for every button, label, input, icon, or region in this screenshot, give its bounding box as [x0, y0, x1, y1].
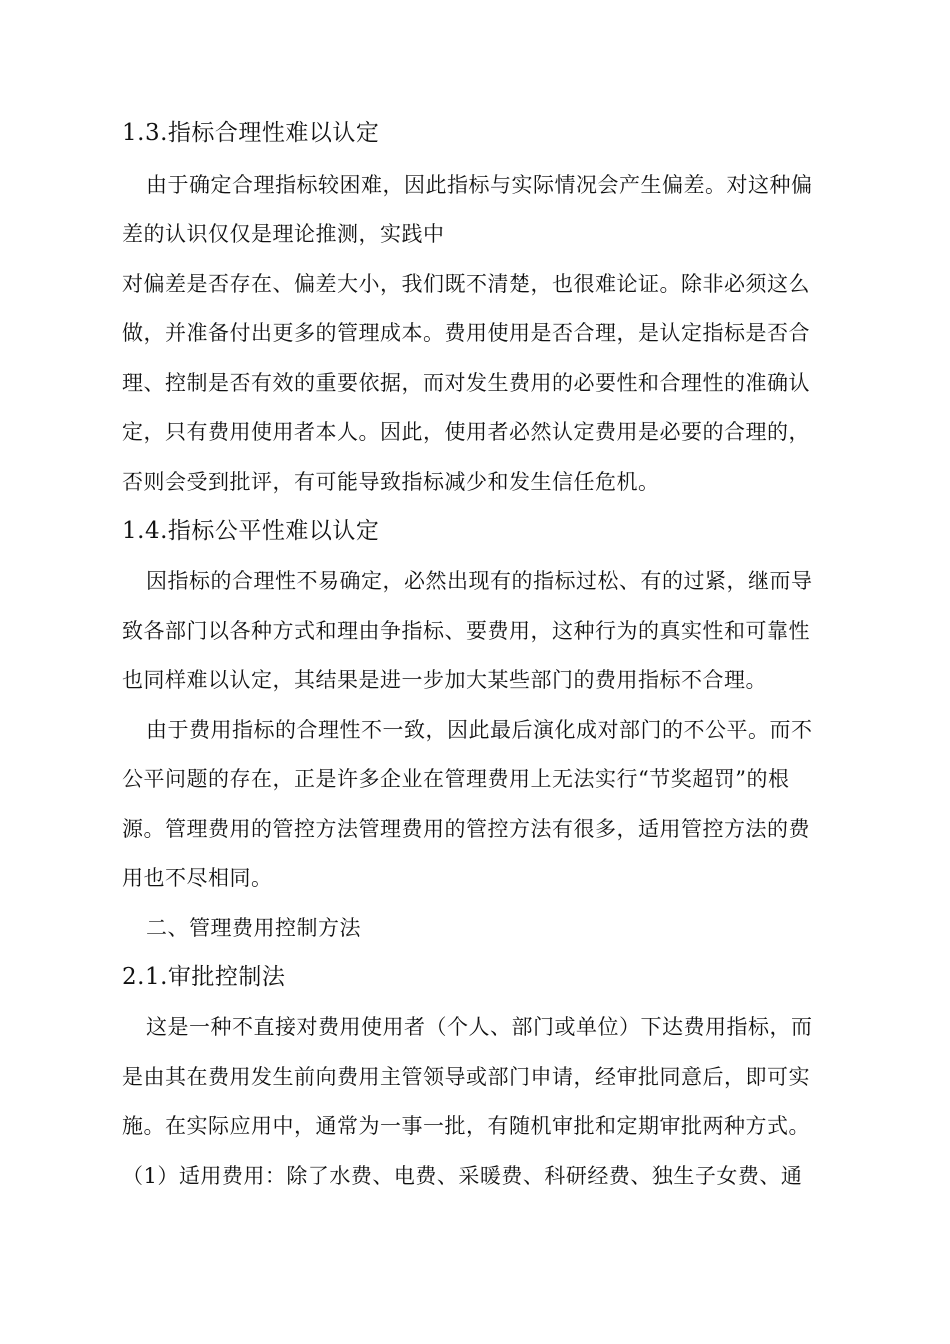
paragraph-line: 公平问题的存在，正是许多企业在管理费用上无法实行“节奖超罚”的根: [122, 767, 790, 791]
paragraph-line: 是由其在费用发生前向费用主管领导或部门申请，经审批同意后，即可实: [122, 1065, 810, 1089]
paragraph-line: （1）适用费用：除了水费、电费、采暖费、科研经费、独生子女费、通: [122, 1164, 803, 1188]
paragraph-line: 这是一种不直接对费用使用者（个人、部门或单位）下达费用指标，而: [146, 1015, 813, 1039]
paragraph-line: 因指标的合理性不易确定，必然出现有的指标过松、有的过紧，继而导: [146, 569, 813, 593]
paragraph-line: 定，只有费用使用者本人。因此，使用者必然认定费用是必要的合理的，: [122, 420, 810, 444]
paragraph-line: 理、控制是否有效的重要依据，而对发生费用的必要性和合理性的准确认: [122, 371, 810, 395]
paragraph-line: 致各部门以各种方式和理由争指标、要费用，这种行为的真实性和可靠性: [122, 619, 810, 643]
paragraph-line: 用也不尽相同。: [122, 866, 273, 890]
paragraph-line: 差的认识仅仅是理论推测，实践中: [122, 222, 445, 246]
section-heading-1-3: 1.3.指标合理性难以认定: [122, 120, 380, 146]
section-heading-2-1: 2.1.审批控制法: [122, 964, 286, 990]
section-title-2: 二、管理费用控制方法: [146, 916, 361, 940]
paragraph-line: 施。在实际应用中，通常为一事一批，有随机审批和定期审批两种方式。: [122, 1114, 810, 1138]
paragraph-line: 做，并准备付出更多的管理成本。费用使用是否合理，是认定指标是否合: [122, 321, 810, 345]
section-heading-1-4: 1.4.指标公平性难以认定: [122, 518, 380, 544]
paragraph-line: 否则会受到批评，有可能导致指标减少和发生信任危机。: [122, 470, 660, 494]
paragraph-line: 源。管理费用的管控方法管理费用的管控方法有很多，适用管控方法的费: [122, 817, 810, 841]
paragraph-line: 由于确定合理指标较困难，因此指标与实际情况会产生偏差。对这种偏: [146, 173, 813, 197]
paragraph-line: 由于费用指标的合理性不一致，因此最后演化成对部门的不公平。而不: [146, 718, 813, 742]
paragraph-line: 对偏差是否存在、偏差大小，我们既不清楚，也很难论证。除非必须这么: [122, 272, 810, 296]
paragraph-line: 也同样难以认定，其结果是进一步加大某些部门的费用指标不合理。: [122, 668, 767, 692]
